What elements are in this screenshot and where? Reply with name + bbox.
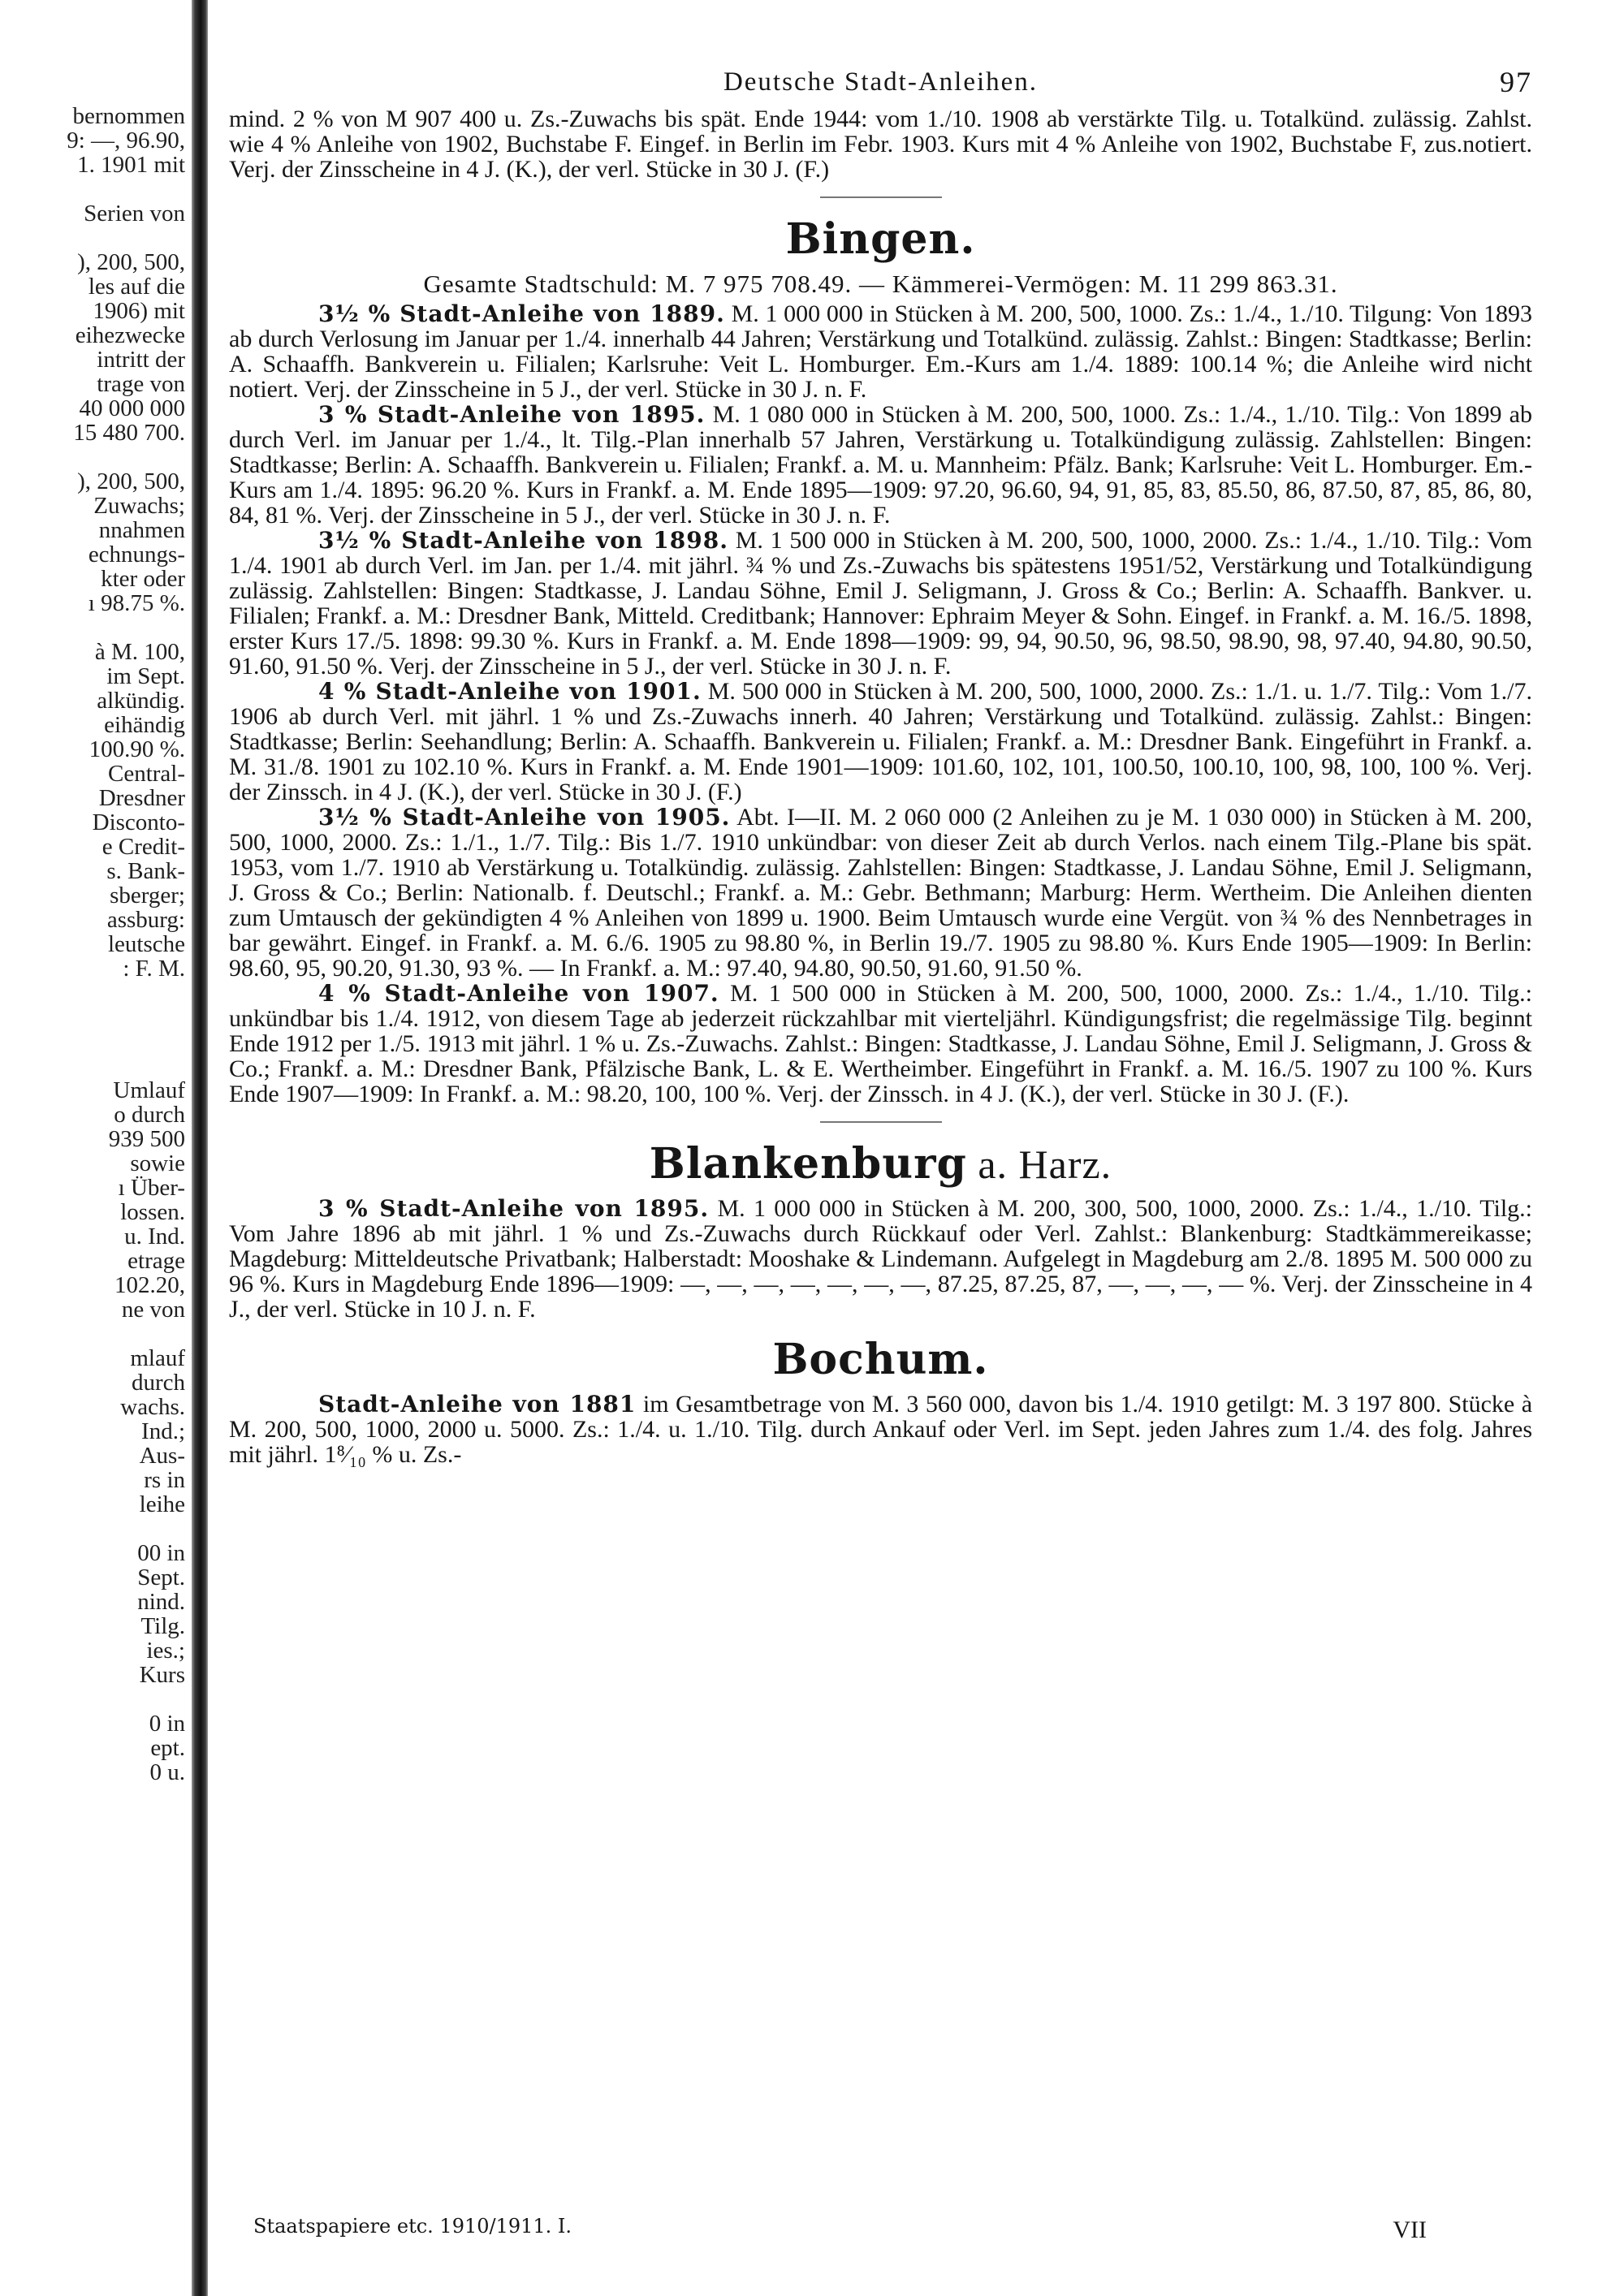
city-heading-blankenburg (229, 1141, 1532, 1188)
loan-text: M. 1 080 000 in Stücken à M. 200, 500, 1000. Zs.: 1./4., 1./10. Tilg.: Von 1899 ab durch Verl. im Januar per 1./4., lt. Tilg.-Plan innerhalb 57 Jahren, Verstärkung u. Totalkündigung zulässig. Zahlstellen: Bingen: Stadtkasse; Berlin: A. Schaaffh. Bankverein u. Filialen; Frankf. a. M. u. Mannheim: Pfälz. Bank; Karlsruhe: Veit L. Homburger. Em.-Kurs am 1./4. 1895: 96.20 %. Kurs in Frankf. a. M. Ende 1895—1909: 97.20, 96.60, 94, 91, 85, 83, 85.50, 86, 87.50, 87, 85, 86, 80, 84, 81 %. Verj. der Zinsscheine in 5 J., der verl. Stücke in 30 J. n. F. (229, 401, 1533, 529)
fragment-line: kter oder (101, 567, 185, 591)
loan-entry (229, 679, 1532, 805)
fragment-line: s. Bank- (106, 859, 185, 883)
footer-signature: Staatspapiere etc. 1910/1911. I. (253, 2215, 572, 2238)
fragment-line: ept. (150, 1736, 185, 1760)
fragment-line: eihändig (104, 713, 185, 737)
fragment-line: nnahmen (98, 518, 185, 542)
fragment-line (0, 445, 185, 469)
loan-text: Abt. I—II. M. 2 060 000 (2 Anleihen zu je M. 1 030 000) in Stücken à M. 200, 500, 1000, 2000. Zs.: 1./1., 1./7. Tilg.: Bis 1./7. 1910 unkündbar: von dieser Zeit ab durch Verlos. nach einem Tilg.-Plane bis spät. 1953, vom 1./7. 1910 ab Verstärkung u. Totalkündig. zulässig. Zahlstellen: Bingen: Stadtkasse, J. Landau Söhne, Emil J. Seligmann, J. Gross & Co.; Berlin: Nationalb. f. Deutschl.; Frankf. a. M.: Gebr. Bethmann; Marburg: Herm. Wertheim. Die Anleihen dienten zum Umtausch der gekündigten 4 % Anleihen von 1899 u. 1900. Beim Umtausch wurde eine Vergüt. von ¾ % des Nennbetrages in bar gewährt. Eingef. in Frankf. a. M. 6./6. 1905 zu 98.80 %, in Berlin 19./7. 1905 zu 98.80 %. Kurs Ende 1905—1909: In Berlin: 98.60, 95, 90.20, 91.30, 93 %. — In Frankf. a. M.: 97.40, 94.80, 90.50, 91.60, 91.50 %. (229, 804, 1532, 982)
fragment-line: Dresdner (98, 786, 185, 810)
fragment-line: nind. (137, 1590, 185, 1614)
fragment-line: eihezwecke (75, 323, 185, 347)
loan-entry (229, 402, 1532, 528)
fragment-line: leutsche (107, 932, 185, 956)
fragment-line: alkündig. (97, 688, 185, 713)
fragment-line: 1. 1901 mit (77, 153, 185, 177)
fragment-line: Zuwachs; (93, 494, 185, 518)
fragment-line (0, 1029, 185, 1054)
fragment-line: mlauf (130, 1346, 185, 1370)
intro-paragraph: mind. 2 % von M 907 400 u. Zs.-Zuwachs bis spät. Ende 1944: vom 1./10. 1908 ab verstärkte Tilg. u. Totalkünd. zulässig. Zahlst. wie 4 % Anleihe von 1902, Buchstabe F. Eingef. in Berlin im Febr. 1903. Kurs mit 4 % Anleihe von 1902, Buchstabe F, zus.notiert. Verj. der Zinsscheine in 4 J. (K.), der verl. Stücke in 30 J. (F.) (229, 106, 1532, 183)
loan-heading: 4 % Stadt-Anleihe von 1907. (318, 980, 719, 1007)
loan-entry (229, 301, 1532, 402)
fragment-line (0, 177, 185, 201)
fragment-line (0, 226, 185, 250)
fragment-line: lossen. (120, 1200, 185, 1224)
fragment-line: trage von (97, 372, 185, 396)
fragment-line: ı Über- (118, 1176, 185, 1200)
loan-entry (229, 805, 1532, 981)
loan-heading: 3 % Stadt-Anleihe von 1895. (318, 401, 706, 428)
fragment-line (0, 1687, 185, 1711)
fragment-line: sberger; (110, 883, 185, 908)
fragment-line: 939 500 (108, 1127, 185, 1151)
loan-entry (229, 528, 1532, 679)
section-divider (820, 1121, 942, 1123)
fragment-line: Aus- (139, 1444, 185, 1468)
fragment-line: Umlauf (113, 1078, 185, 1103)
adjacent-page-fragment (0, 104, 185, 1785)
fragment-line: ı 98.75 %. (88, 591, 185, 615)
city-name: Blankenburg (649, 1139, 967, 1189)
fragment-line: ies.; (146, 1638, 185, 1663)
fragment-line: : F. M. (123, 956, 185, 981)
loan-text: M. 1 000 000 in Stücken à M. 200, 500, 1000. Zs.: 1./4., 1./10. Tilgung: Von 1893 ab durch Verlosung im Januar per 1./4. innerhalb 44 Jahren; Verstärkung und Totalkünd. zulässig. Zahlst.: Bingen: Stadtkasse; Berlin: A. Schaaffh. Bankverein u. Filialen; Karlsruhe: Veit L. Homburger. Em.-Kurs am 1./4. 1889: 100.14 %; die Anleihe wird nicht notiert. Verj. der Zinsscheine in 5 J., der verl. Stücke in 30 J. n. F. (229, 300, 1532, 403)
city-heading-bingen: Bingen. (785, 214, 976, 264)
fragment-line: ne von (121, 1297, 185, 1322)
fragment-line: 9: —, 96.90, (67, 128, 185, 153)
loan-heading: Stadt-Anleihe von 1881 (318, 1391, 637, 1418)
fragment-line (0, 981, 185, 1005)
city-subtitle-bingen: Gesamte Stadtschuld: M. 7 975 708.49. — Kämmerei-Vermögen: M. 11 299 863.31. (423, 270, 1338, 298)
fragment-line: Central- (107, 762, 185, 786)
loan-heading: 4 % Stadt-Anleihe von 1901. (318, 678, 702, 705)
loan-heading: 3 % Stadt-Anleihe von 1895. (318, 1195, 710, 1222)
fragment-line: Disconto- (92, 810, 185, 835)
fragment-line: Tilg. (140, 1614, 185, 1638)
book-binding (192, 0, 208, 2296)
loan-text: M. 1 500 000 in Stücken à M. 200, 500, 1000, 2000. Zs.: 1./4., 1./10. Tilg.: Vom 1./4. 1901 ab durch Verl. im Jan. per 1./4. mit jährl. ¾ % und Zs.-Zuwachs bis spätestens 1951/52, Verstärkung und Totalkündigung zulässig. Zahlstellen: Bingen: Stadtkasse, J. Landau Söhne, Emil J. Seligmann, J. Gross & Co.; Berlin: A. Schaaffh. Bankver. u. Filialen; Frankf. a. M.: Dresdner Bank, Mitteld. Creditbank; Hannover: Ephraim Meyer & Sohn. Eingef. in Frankf. a. M. 16./5. 1898, erster Kurs 17./5. 1898: 99.30 %. Kurs in Frankf. a. M. Ende 1898—1909: 99, 94, 90.50, 96, 98.50, 98.90, 98, 97.40, 94.80, 90.50, 91.60, 91.50 %. Verj. der Zinsscheine in 5 J., der verl. Stücke in 30 J. n. F. (229, 527, 1532, 680)
fragment-line: assburg: (106, 908, 185, 932)
loan-entry (229, 1196, 1532, 1322)
fragment-line (0, 1517, 185, 1541)
loan-heading: 3½ % Stadt-Anleihe von 1905. (318, 804, 731, 831)
fragment-line: wachs. (120, 1395, 185, 1419)
fragment-line: Ind.; (141, 1419, 185, 1444)
fragment-line (0, 1054, 185, 1078)
fragment-line: durch (131, 1370, 185, 1395)
fragment-line: 0 u. (149, 1760, 185, 1785)
loan-entry (229, 1392, 1532, 1467)
fragment-line (0, 1322, 185, 1346)
fragment-line: 0 in (149, 1711, 185, 1736)
footer-sheet-number: VII (1393, 2216, 1427, 2243)
fragment-line: etrage (127, 1249, 185, 1273)
fragment-line: 1906) mit (93, 299, 185, 323)
city-heading-bochum: Bochum. (772, 1335, 989, 1384)
fragment-line: ), 200, 500, (77, 250, 185, 274)
fragment-line: sowie (130, 1151, 185, 1176)
loan-text: M. 1 000 000 in Stücken à M. 200, 300, 500, 1000, 2000. Zs.: 1./4., 1./10. Tilg.: Vom Jahre 1896 ab mit jährl. 1 % und Zs.-Zuwachs durch Rückkauf oder Verl. Zahlst.: Blankenburg: Stadtkämmereikasse; Magdeburg: Mitteldeutsche Privatbank; Halberstadt: Mooshake & Lindemann. Aufgelegt in Magdeburg am 2./8. 1895 M. 500 000 zu 96 %. Kurs in Magdeburg Ende 1896—1909: —, —, —, —, —, —, —, 87.25, 87.25, 87, —, —, —, — %. Verj. der Zinsscheine in 4 J., der verl. Stücke in 10 J. n. F. (229, 1195, 1532, 1323)
fragment-line: Serien von (84, 201, 185, 226)
fragment-line: im Sept. (106, 664, 185, 688)
loan-heading: 3½ % Stadt-Anleihe von 1889. (318, 300, 725, 327)
fragment-line: o durch (114, 1103, 185, 1127)
fragment-line: Kurs (139, 1663, 185, 1687)
fragment-line: bernommen (72, 104, 185, 128)
fragment-line: 15 480 700. (73, 421, 185, 445)
running-head-title: Deutsche Stadt-Anleihen. (723, 67, 1039, 97)
fragment-line: e Credit- (102, 835, 185, 859)
loan-text: M. 500 000 in Stücken à M. 200, 500, 1000, 2000. Zs.: 1./1. u. 1./7. Tilg.: Vom 1./7. 1906 ab durch Verl. mit jährl. 1 % und Zs.-Zuwachs innerh. 40 Jahren; Verstärkung und Totalkünd. zulässig. Zahlst.: Bingen: Stadtkasse; Berlin: Seehandlung; Berlin: A. Schaaffh. Bankverein u. Filialen; Frankf. a. M.: Dresdner Bank. Eingeführt in Frankf. a. M. 31./8. 1901 zu 102.10 %. Kurs in Frankf. a. M. Ende 1901—1909: 101.60, 102, 101, 100.50, 100.10, 100, 98, 100, 100 %. Verj. der Zinssch. in 4 J. (K.), der verl. Stücke in 30 J. (F.) (229, 678, 1532, 805)
fragment-line (0, 615, 185, 640)
fragment-line: ), 200, 500, (77, 469, 185, 494)
fragment-line (0, 1005, 185, 1029)
fragment-line: 100.90 %. (89, 737, 185, 762)
page-footer (229, 2215, 1532, 2255)
loan-heading: 3½ % Stadt-Anleihe von 1898. (318, 527, 728, 554)
fragment-line: intritt der (97, 347, 185, 372)
fragment-line: 00 in (137, 1541, 185, 1565)
fragment-line: les auf die (88, 274, 185, 299)
fragment-line: Sept. (137, 1565, 185, 1590)
fragment-line: u. Ind. (124, 1224, 185, 1249)
page-number: 97 (1500, 66, 1532, 98)
fragment-line: leihe (139, 1492, 185, 1517)
fragment-line: 102.20, (114, 1273, 185, 1297)
loan-entry (229, 981, 1532, 1107)
loan-text: M. 1 500 000 in Stücken à M. 200, 500, 1000, 2000. Zs.: 1./4., 1./10. Tilg.: unkündbar bis 1./4. 1912, von diesem Tage ab jederzeit rückzahlbar mit vierteljährl. Kündigungsfrist; die regelmässige Tilg. beginnt Ende 1912 per 1./5. 1913 mit jährl. 1 % u. Zs.-Zuwachs. Zahlst.: Bingen: Stadtkasse, J. Landau Söhne, Emil J. Seligmann, J. Gross & Co.; Frankf. a. M.: Dresdner Bank, Pfälzische Bank, L. & E. Wertheimber. Eingeführt in Frankf. a. M. 16./5. 1907 zu 100 %. Kurs Ende 1907—1909: In Frankf. a. M.: 98.20, 100, 100 %. Verj. der Zinssch. in 4 J. (K.), der verl. Stücke in 30 J. (F.). (229, 980, 1532, 1107)
loan-text: im Gesamtbetrage von M. 3 560 000, davon bis 1./4. 1910 getilgt: M. 3 197 800. Stücke à M. 200, 500, 1000, 2000 u. 5000. Zs.: 1./4. u. 1./10. Tilg. durch Ankauf oder Verl. im Sept. jeden Jahres zum 1./4. des folg. Jahres mit jährl. 1⁸⁄₁₀ % u. Zs.- (229, 1391, 1533, 1468)
fragment-line: rs in (144, 1468, 185, 1492)
section-divider (820, 196, 942, 198)
page-content (229, 66, 1533, 1468)
running-head (229, 66, 1532, 98)
city-suffix: a. Harz. (966, 1142, 1112, 1187)
fragment-line: à M. 100, (94, 640, 185, 664)
fragment-line: echnungs- (88, 542, 185, 567)
fragment-line: 40 000 000 (79, 396, 185, 421)
